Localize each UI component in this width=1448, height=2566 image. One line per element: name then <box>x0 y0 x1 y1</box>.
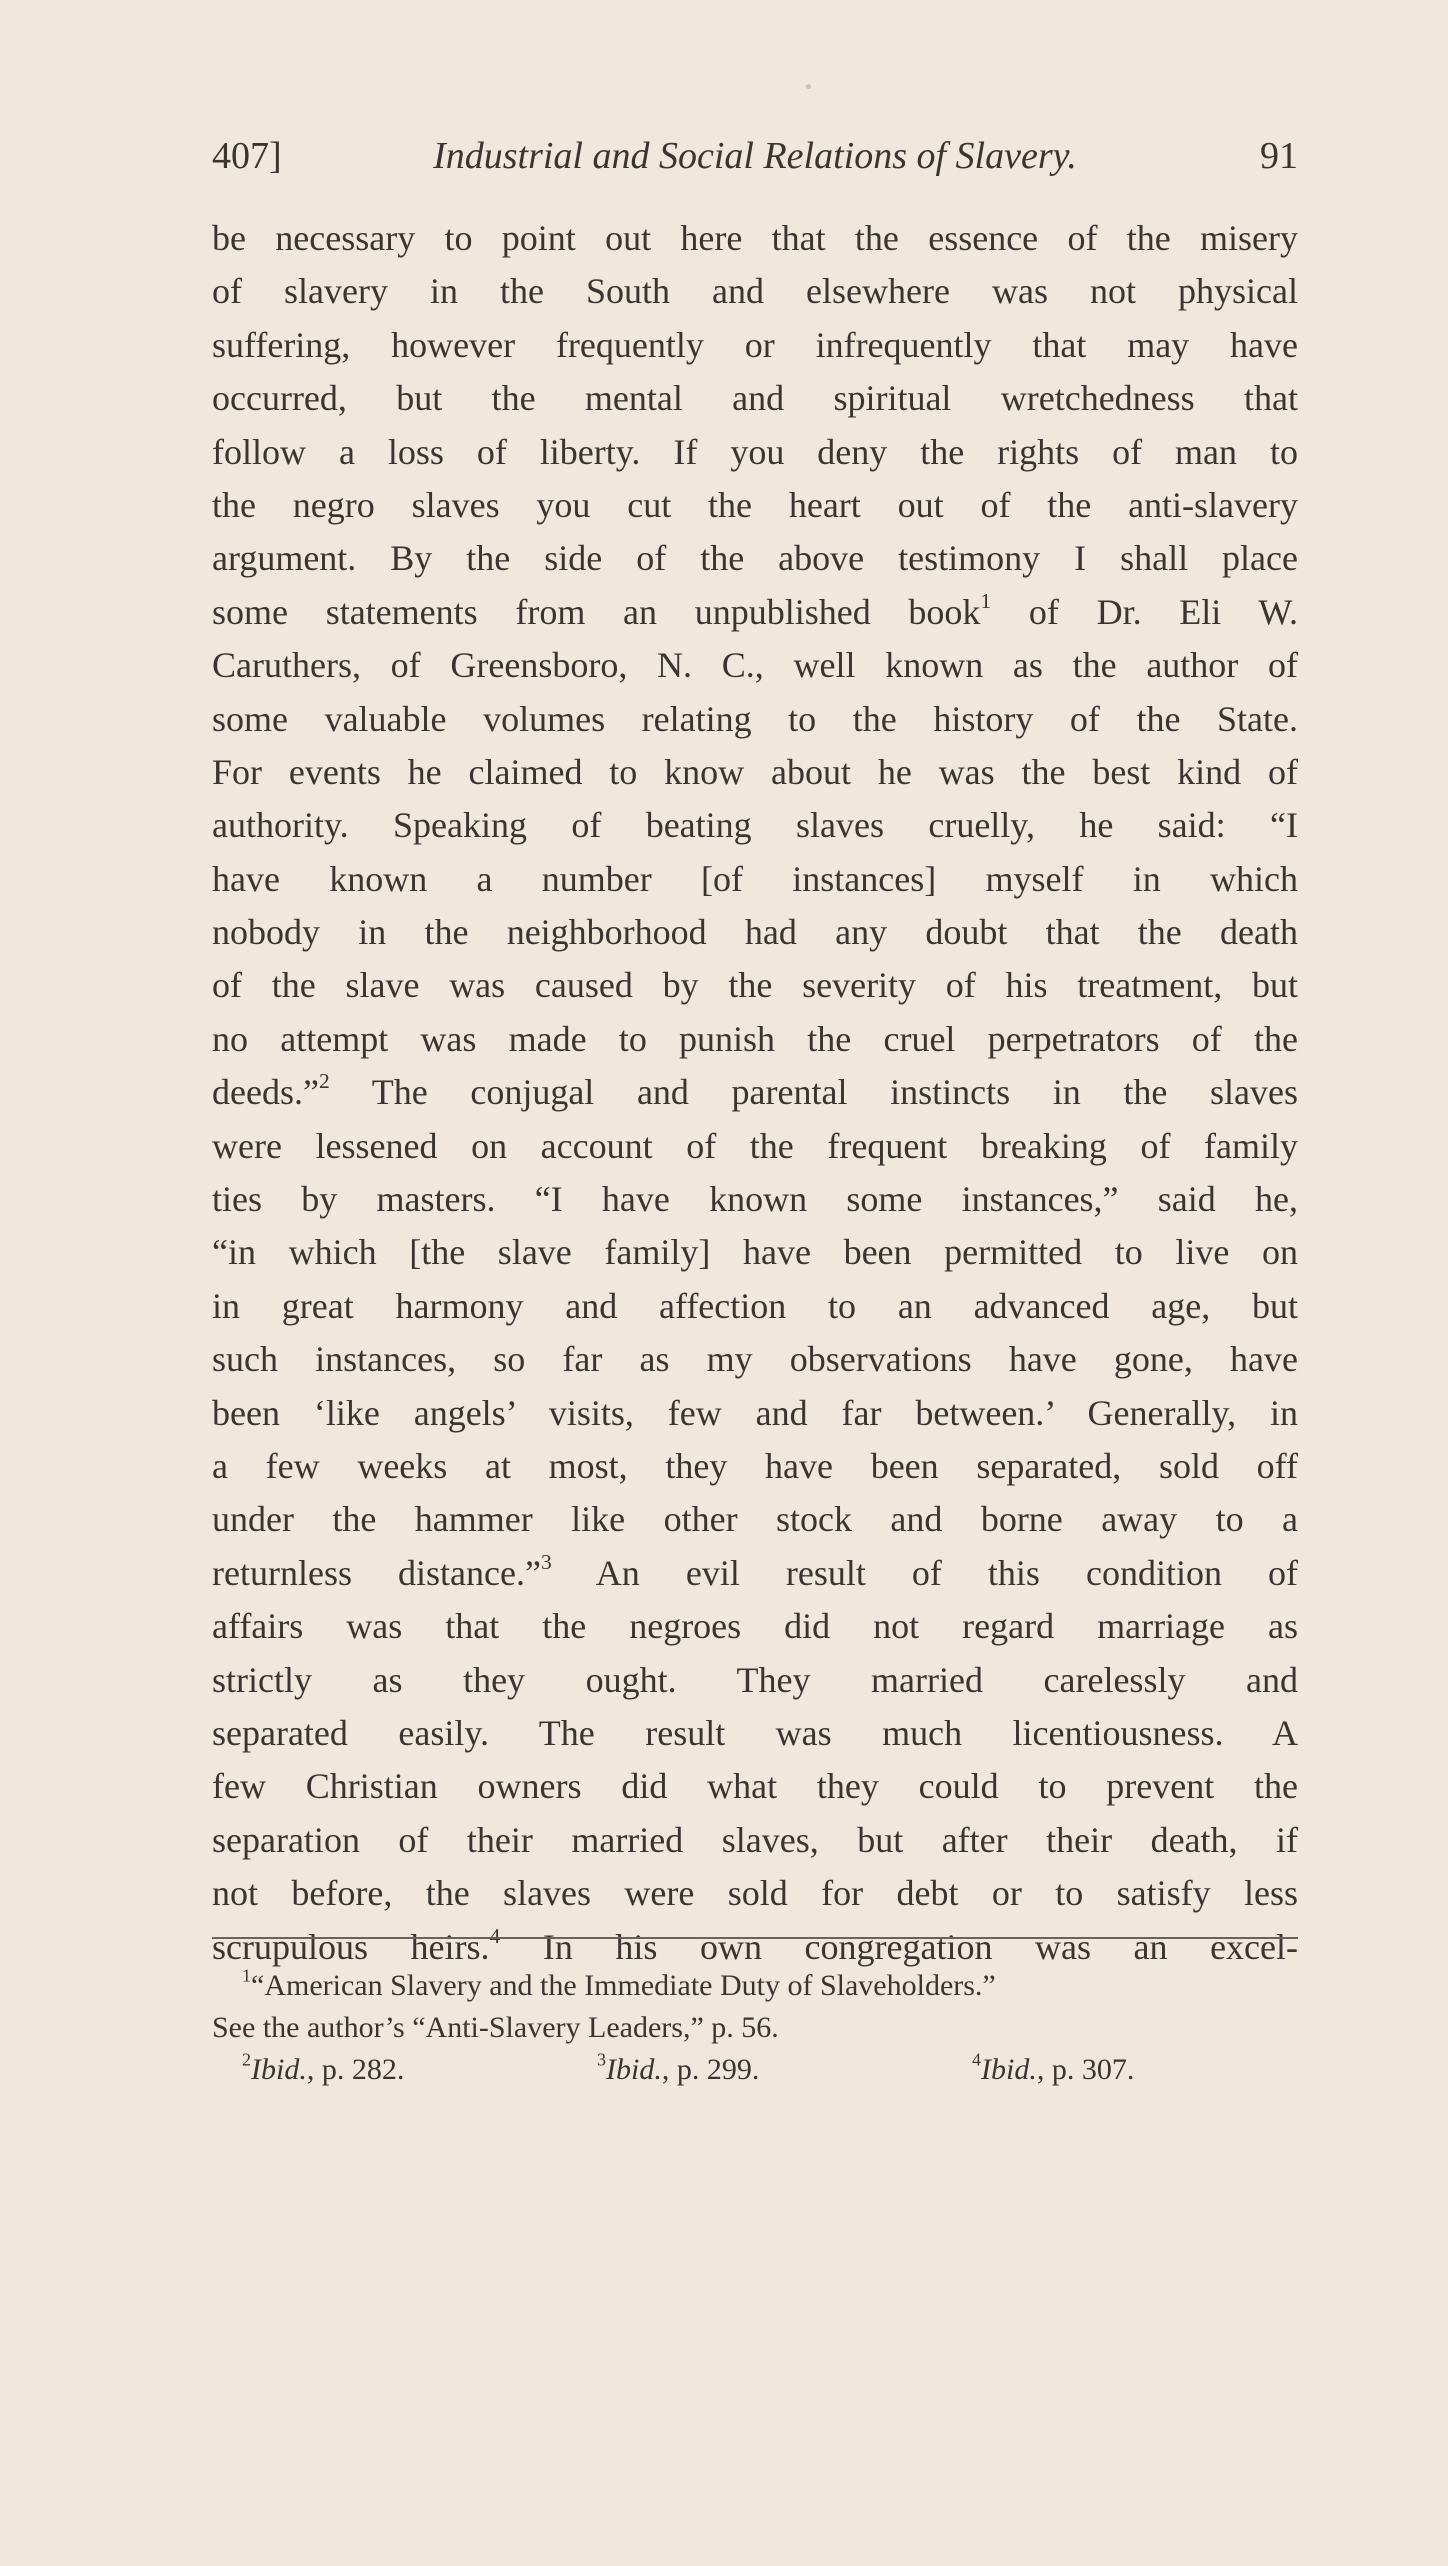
text-line: under the hammer like other stock and borne away to a <box>212 1499 1298 1540</box>
text-line: separated easily. The result was much licentiousness. A <box>212 1712 1298 1753</box>
text-line: some valuable volumes relating to the history of the State. <box>212 698 1298 739</box>
text-line: of slavery in the South and elsewhere was not physical <box>212 271 1298 312</box>
footnote-2 <box>242 2049 404 2091</box>
footnote-page: , p. 307. <box>1036 2053 1135 2086</box>
footnotes <box>212 1965 1298 2091</box>
body-text <box>212 212 1298 1974</box>
page-number: 91 <box>1260 135 1298 177</box>
footnote-text: “American Slavery and the Immediate Duty of Slaveholders.” <box>251 1969 996 2002</box>
text-segment: scrupulous heirs. <box>212 1926 490 1967</box>
text-line <box>212 586 1298 639</box>
text-line: suffering, however frequently or infrequently that may have <box>212 324 1298 365</box>
text-line: follow a loss of liberty. If you deny the rights of man to <box>212 431 1298 472</box>
footnote-divider <box>212 1937 1298 1939</box>
text-segment: An evil result of this condition of <box>551 1552 1298 1593</box>
footnote-4 <box>972 2049 1134 2091</box>
text-line: be necessary to point out here that the essence of the misery <box>212 218 1298 258</box>
page-speck <box>806 84 811 89</box>
footnote-mark: 4 <box>972 2049 981 2070</box>
text-line: Caruthers, of Greensboro, N. C., well known as the author of <box>212 645 1298 686</box>
text-line: were lessened on account of the frequent breaking of family <box>212 1125 1298 1166</box>
footnote-ref: 3 <box>540 1549 552 1574</box>
text-segment: deeds.” <box>212 1072 319 1113</box>
text-line: no attempt was made to punish the cruel perpetrators of the <box>212 1018 1298 1059</box>
footnote-mark: 3 <box>597 2049 606 2070</box>
text-line <box>212 1066 1298 1119</box>
text-line: of the slave was caused by the severity of his treatment, but <box>212 965 1298 1006</box>
text-line: strictly as they ought. They married carelessly and <box>212 1659 1298 1700</box>
text-line: ties by masters. “I have known some instances,” said he, <box>212 1179 1298 1220</box>
footnote-mark: 1 <box>242 1965 251 1986</box>
text-line: argument. By the side of the above testimony I shall place <box>212 538 1298 579</box>
header-section-number: 407] <box>212 135 282 177</box>
footnote-mark: 2 <box>242 2049 251 2070</box>
footnote-ref: 1 <box>980 588 992 613</box>
text-line: in great harmony and affection to an advanced age, but <box>212 1285 1298 1326</box>
text-line: been ‘like angels’ visits, few and far between.’ Generally, in <box>212 1392 1298 1433</box>
text-line: affairs was that the negroes did not regard marriage as <box>212 1606 1298 1647</box>
footnote-ibid: Ibid. <box>251 2053 307 2086</box>
text-line: occurred, but the mental and spiritual wretchedness that <box>212 378 1298 419</box>
footnote-ibid: Ibid. <box>981 2053 1037 2086</box>
text-segment: of Dr. Eli W. <box>991 591 1298 632</box>
footnote-ref: 2 <box>318 1069 330 1094</box>
text-line: have known a number [of instances] myself in which <box>212 858 1298 899</box>
running-header <box>212 128 1298 184</box>
footnote-page: , p. 282. <box>306 2053 405 2086</box>
text-line: separation of their married slaves, but after their death, if <box>212 1819 1298 1860</box>
text-segment: The conjugal and parental instincts in the slaves <box>329 1072 1298 1113</box>
text-line: “in which [the slave family] have been permitted to live on <box>212 1232 1298 1273</box>
header-title: Industrial and Social Relations of Slavery. <box>433 135 1077 177</box>
footnote-row <box>212 2049 1298 2091</box>
text-line: the negro slaves you cut the heart out of the anti-slavery <box>212 484 1298 525</box>
footnote-ref: 4 <box>489 1923 501 1948</box>
footnote-ibid: Ibid. <box>606 2053 662 2086</box>
text-segment: In his own congregation was an excel- <box>500 1926 1298 1967</box>
text-line: not before, the slaves were sold for debt or to satisfy less <box>212 1873 1298 1914</box>
text-line: a few weeks at most, they have been separated, sold off <box>212 1445 1298 1486</box>
text-segment: some statements from an unpublished book <box>212 591 981 632</box>
text-line: For events he claimed to know about he was the best kind of <box>212 751 1298 792</box>
text-line: few Christian owners did what they could to prevent the <box>212 1766 1298 1807</box>
text-line <box>212 1547 1298 1600</box>
text-segment: returnless distance.” <box>212 1552 541 1593</box>
text-line: authority. Speaking of beating slaves cruelly, he said: “I <box>212 805 1298 846</box>
footnote-1 <box>212 1965 1298 2007</box>
footnote-1-continued: See the author’s “Anti-Slavery Leaders,” p. 56. <box>212 2011 779 2044</box>
text-line: nobody in the neighborhood had any doubt that the death <box>212 912 1298 953</box>
footnote-page: , p. 299. <box>661 2053 760 2086</box>
text-line: such instances, so far as my observations have gone, have <box>212 1339 1298 1380</box>
footnote-3 <box>597 2049 759 2091</box>
